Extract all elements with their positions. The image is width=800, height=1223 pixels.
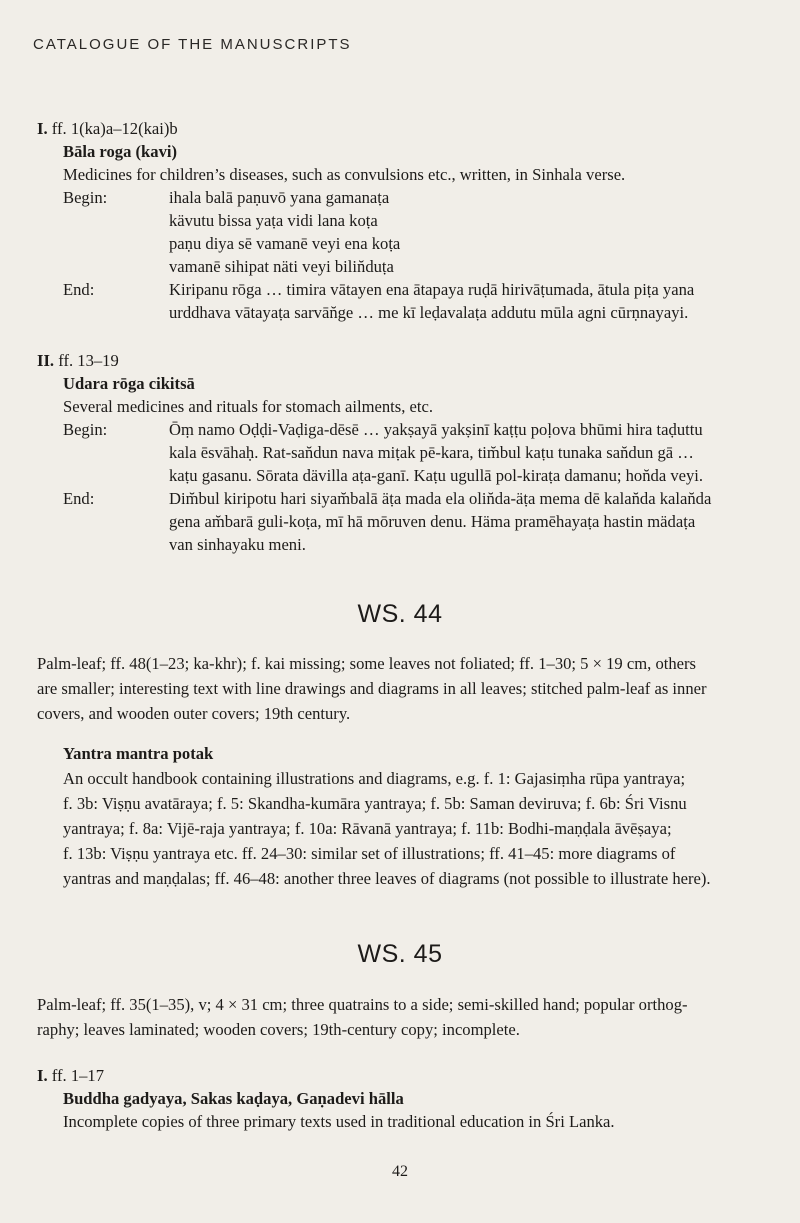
ws44-description-line: covers, and wooden outer covers; 19th century. [37,704,351,723]
ws45-description-line: raphy; leaves laminated; wooden covers; 19th-century copy; incomplete. [37,1020,520,1039]
ws44-body-line: An occult handbook containing illustrations and diagrams, e.g. f. 1: Gajasiṃha rūpa yantraya; [63,769,686,788]
begin-line: kaṭu gasanu. Sōrata dävilla aṭa-ganī. Kaṭu ugullā pol-kiraṭa damanu; hon̆da veyi. [169,466,704,485]
ws44-title: Yantra mantra potak [63,744,214,763]
section-2-title: Udara rōga cikitsā [63,374,195,393]
ws45-heading: WS. 45 [357,940,443,968]
ws44-heading: WS. 44 [357,600,443,628]
end-line: urddhava vātayaṭa sarvān̆ge … me kī leḍavalaṭa addutu mūla agni cūrṇnayayi. [169,303,689,322]
begin-line: paṇu diya sē vamanē veyi ena koṭa [169,234,401,253]
section-1-end [37,278,777,324]
section-2-description: Several medicines and rituals for stomach ailments, etc. [63,397,434,416]
section-2-begin [37,418,777,487]
begin-line: kala ēsvāhaḥ. Rat-san̆dun nava miṭak pē-kara, tim̆bul kaṭu tunaka san̆dun gā … [169,443,694,462]
begin-line: Ōṃ namo Oḍḍi-Vaḍiga-dēsē … yakṣayā yakṣinī kaṭṭu poḷova bhūmi hira taḍuttu [169,420,703,439]
begin-line: ihala balā paṇuvō yana gamanaṭa [169,188,390,207]
end-line: gena am̆barā guli-koṭa, mī hā mōruven denu. Häma pramēhayaṭa hastin mädaṭa [169,512,696,531]
ws45-section-1 [37,1064,777,1133]
section-1-heading [37,117,777,140]
begin-label: Begin: [63,420,108,439]
ws45-description [37,992,767,1042]
ws44-entry [37,741,767,891]
begin-line: vamanē sihipat näti veyi bilin̆duṭa [169,257,394,276]
section-2 [37,349,777,556]
ws45-description-line: Palm-leaf; ff. 35(1–35), v; 4 × 31 cm; three quatrains to a side; semi-skilled hand; popular orthog- [37,995,688,1014]
end-line: van sinhayaku meni. [169,535,306,554]
section-1-folios: ff. 1(ka)a–12(kai)b [51,119,178,138]
end-line: Dim̆bul kiripotu hari siyam̆balā äṭa mada ela olin̆da-äṭa mema dē kalan̆da kalan̆da [169,489,712,508]
begin-line: kävutu bissa yaṭa vidi lana koṭa [169,211,378,230]
ws45-section-1-heading [37,1064,777,1087]
ws44-description-line: Palm-leaf; ff. 48(1–23; ka-khr); f. kai missing; some leaves not foliated; ff. 1–30; 5 × 19 cm, others [37,654,696,673]
ws44-body-line: f. 13b: Viṣṇu yantraya etc. ff. 24–30: similar set of illustrations; ff. 41–45: more diagrams of [63,844,676,863]
begin-label: Begin: [63,188,108,207]
section-1-begin [37,186,777,278]
end-label: End: [63,280,95,299]
ws44-body-line: yantraya; f. 8a: Vijē-raja yantraya; f. 10a: Rāvanā yantraya; f. 11b: Bodhi-maṇḍala āvēṣaya; [63,819,672,838]
ws45-section-1-folios: ff. 1–17 [51,1066,105,1085]
section-2-number: II. [37,351,55,370]
end-label: End: [63,489,95,508]
section-1-description: Medicines for children’s diseases, such as convulsions etc., written, in Sinhala verse. [63,165,626,184]
page-number: 42 [392,1163,408,1180]
section-1-number: I. [37,119,48,138]
ws44-body-line: yantras and maṇḍalas; ff. 46–48: another three leaves of diagrams (not possible to illustrate here). [63,869,711,888]
section-1-title: Bāla roga (kavi) [63,142,178,161]
section-2-heading [37,349,777,372]
ws44-description-line: are smaller; interesting text with line drawings and diagrams in all leaves; stitched palm-leaf as inner [37,679,707,698]
ws45-section-1-title: Buddha gadyaya, Sakas kaḍaya, Gaṇadevi hālla [63,1089,404,1108]
section-2-end [37,487,777,556]
end-line: Kiripanu rōga … timira vātayen ena ātapaya ruḍā hirivāṭumada, ātula piṭa yana [169,280,695,299]
running-head: CATALOGUE OF THE MANUSCRIPTS [33,36,352,53]
ws44-description [37,651,767,726]
section-2-folios: ff. 13–19 [58,351,119,370]
ws45-section-1-number: I. [37,1066,48,1085]
ws45-section-1-description: Incomplete copies of three primary texts used in traditional education in Śri Lanka. [63,1112,615,1131]
section-1 [37,117,777,324]
ws44-body-line: f. 3b: Viṣṇu avatāraya; f. 5: Skandha-kumāra yantraya; f. 5b: Saman deviruva; f. 6b: Śri Visnu [63,794,687,813]
